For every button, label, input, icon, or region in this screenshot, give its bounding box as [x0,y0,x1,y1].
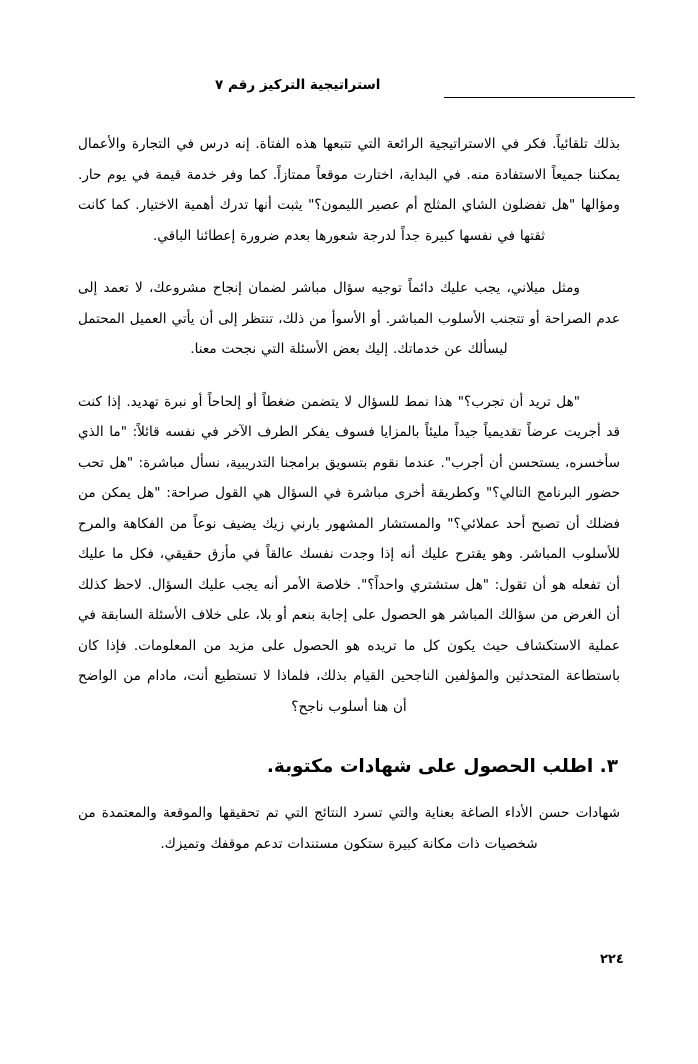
body-paragraph-1: بذلك تلقائياً. فكر في الاستراتيجية الرائعة التي تتبعها هذه الفتاة. إنه درس في التجارة والأعمال يمكننا جميعاً الاستفادة منه. في البداية، اختارت موقعاً ممتازاً. كما وفر خدمة قيمة في يوم حار. ومؤالها "هل تفضلون الشاي المثلج أم عصير الليمون؟" يثبت أنها تدرك أهمية الاختيار. كما كانت ثقتها في نفسها كبيرة جداً لدرجة شعورها بعدم ضرورة إعطائنا الباقي. [78,136,620,244]
body-paragraph-4: شهادات حسن الأداء الصاغة بعناية والتي تسرد النتائج التي تم تحقيقها والموقعة والمعتمدة من شخصيات ذات مكانة كبيرة ستكون مستندات تدعم موقفك وتميزك. [78,805,620,852]
running-head [215,74,635,94]
heading-spacer [78,722,620,752]
page-number: ٢٢٤ [600,952,624,967]
body-paragraph-2: ومثل ميلاني، يجب عليك دائماً توجيه سؤال مباشر لضمان إنجاح مشروعك، لا تعمد إلى عدم الصراحة أو تتجنب الأسلوب المباشر. أو الأسوأ من ذلك، تنتظر إلى أن يأتي العميل المحتمل ليسألك عن خدماتك. إليك بعض الأسئلة التي نجحت معنا. [78,280,620,357]
running-head-text: استراتيجية التركيز رقم ٧ [215,77,381,93]
running-head-rule [444,97,635,98]
heading-bottom-spacer [78,782,620,798]
body-paragraph-3: "هل تريد أن تجرب؟" هذا نمط للسؤال لا يتضمن ضغطاً أو إلحاحاً أو نبرة تهديد. إذا كنت قد أجريت عرضاً تقديمياً جيداً مليئاً بالمزايا فسوف يفكر الطرف الآخر في نفسه قائلاً: "ما الذي سأخسره، يستحسن أن أجرب". عندما نقوم بتسويق برامجنا التدريبية، نسأل مباشرة: "هل تحب حضور البرنامج التالي؟" وكطريقة أخرى مباشرة في السؤال هي القول صراحة: "هل يمكن من فضلك أن تصبح أحد عملائي؟" والمستشار المشهور بارني زيك يضيف نوعاً من الفكاهة والمرح للأسلوب المباشر. وهو يقترح عليك أنه إذا وجدت نفسك عالقاً في مأزق حقيقي، فكل ما عليك أن تفعله هو أن تقول: "هل ستشتري واحداً؟". خلاصة الأمر أنه يجب عليك السؤال. لاحظ كذلك أن الغرض من سؤالك المباشر هو الحصول على إجابة بنعم أو بلا، على خلاف الأسئلة السابقة في عملية الاستكشاف حيث يكون كل ما تريده هو الحصول على مزيد من المعلومات. فإذا كان باستطاعة المتحدثين والمؤلفين الناجحين القيام بذلك، فلماذا لا تستطيع أنت، مادام من الواضح أن هنا أسلوب ناجح؟ [78,393,620,715]
text-column [78,129,620,859]
section-heading: ٣. اطلب الحصول على شهادات مكتوبة. [266,756,618,777]
paragraph-spacer [78,365,620,387]
paragraph-spacer [78,251,620,273]
